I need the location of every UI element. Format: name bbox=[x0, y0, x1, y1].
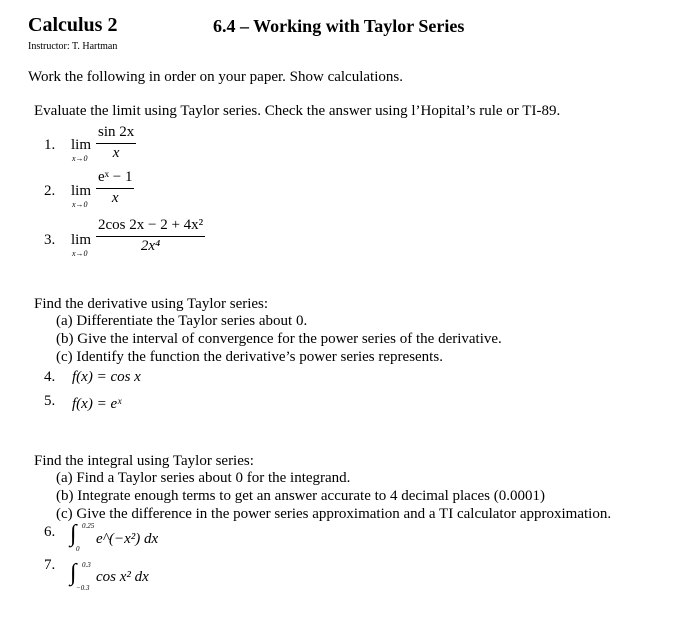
worksheet-title: 6.4 – Working with Taylor Series bbox=[213, 16, 465, 36]
limit-subscript: x→0 bbox=[72, 249, 88, 258]
denominator: 2x⁴ bbox=[140, 238, 161, 254]
fraction-problem-1 bbox=[96, 124, 136, 162]
integral-sign: ∫ bbox=[70, 521, 77, 547]
problem-number: 3. bbox=[44, 232, 56, 248]
integral-upper-limit: 0.25 bbox=[82, 522, 95, 530]
function-expression: f(x) = eˣ bbox=[72, 396, 122, 412]
limit-subscript: x→0 bbox=[72, 154, 88, 163]
integral-lower-limit: 0 bbox=[76, 545, 80, 553]
instruction-part-c: (c) Give the difference in the power series approximation and a TI calculator approximation. bbox=[56, 506, 612, 522]
problem-number: 6. bbox=[44, 524, 56, 540]
fraction-bar bbox=[96, 143, 136, 144]
fraction-problem-3 bbox=[96, 217, 205, 255]
instruction-part-a: (a) Find a Taylor series about 0 for the integrand. bbox=[56, 470, 351, 486]
instruction-part-b: (b) Give the interval of convergence for the power series of the derivative. bbox=[56, 331, 502, 347]
problem-number: 7. bbox=[44, 557, 56, 573]
integral-sign: ∫ bbox=[70, 560, 77, 586]
section3-heading: Find the integral using Taylor series: bbox=[34, 453, 254, 469]
problem-number: 2. bbox=[44, 183, 56, 199]
problem-number: 1. bbox=[44, 137, 56, 153]
fraction-problem-2 bbox=[96, 169, 134, 207]
section1-heading: Evaluate the limit using Taylor series. Check the answer using l’Hopital’s rule or TI-89. bbox=[34, 103, 561, 119]
fraction-bar bbox=[96, 236, 205, 237]
integrand: e^(−x²) dx bbox=[96, 531, 159, 547]
intro-text: Work the following in order on your paper. Show calculations. bbox=[28, 69, 403, 85]
instructor-name: Instructor: T. Hartman bbox=[28, 41, 118, 52]
course-title: Calculus 2 bbox=[28, 14, 118, 36]
numerator: sin 2x bbox=[98, 124, 135, 140]
denominator: x bbox=[112, 145, 120, 161]
instruction-part-c: (c) Identify the function the derivative’s power series represents. bbox=[56, 349, 443, 365]
numerator: eˣ − 1 bbox=[98, 169, 133, 185]
limit-operator: lim bbox=[71, 137, 92, 153]
instruction-part-b: (b) Integrate enough terms to get an answer accurate to 4 decimal places (0.0001) bbox=[56, 488, 545, 504]
function-expression: f(x) = cos x bbox=[72, 369, 141, 385]
problem-number: 4. bbox=[44, 369, 56, 385]
integral-lower-limit: −0.3 bbox=[76, 584, 90, 592]
integral-upper-limit: 0.3 bbox=[82, 561, 91, 569]
instruction-part-a: (a) Differentiate the Taylor series about 0. bbox=[56, 313, 308, 329]
integrand: cos x² dx bbox=[96, 569, 149, 585]
fraction-bar bbox=[96, 188, 134, 189]
numerator: 2cos 2x − 2 + 4x² bbox=[98, 217, 204, 233]
problem-number: 5. bbox=[44, 393, 56, 409]
limit-subscript: x→0 bbox=[72, 200, 88, 209]
section2-heading: Find the derivative using Taylor series: bbox=[34, 296, 269, 312]
limit-operator: lim bbox=[71, 232, 92, 248]
limit-operator: lim bbox=[71, 183, 92, 199]
denominator: x bbox=[111, 190, 119, 206]
